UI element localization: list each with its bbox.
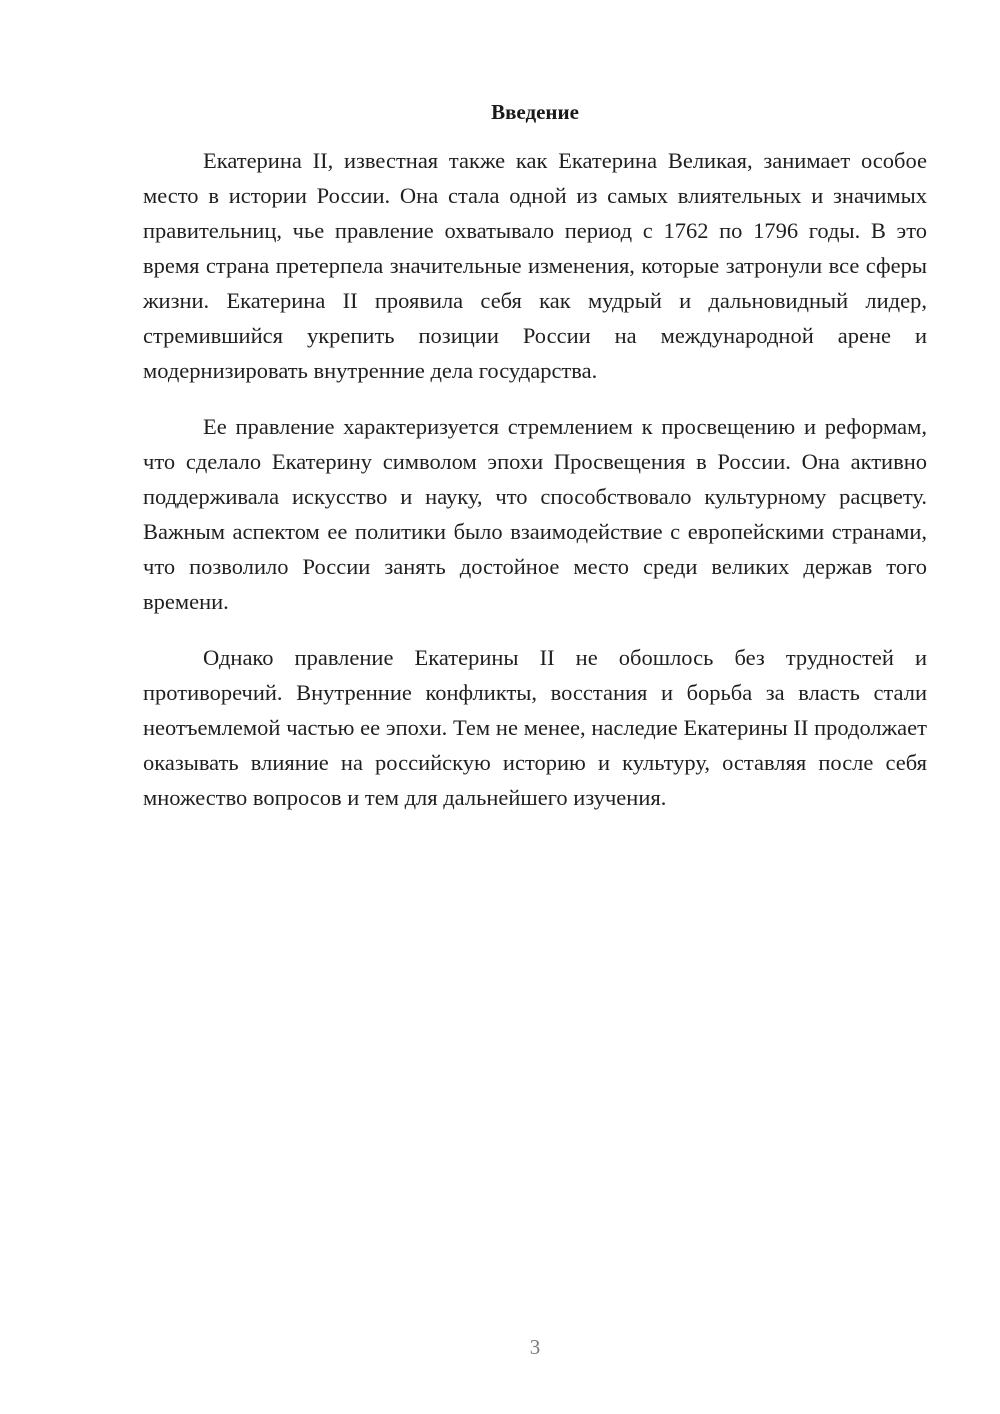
paragraph-2: Ее правление характеризуется стремлением к просвещению и реформам, что сделало Екатерину символом эпохи Просвещения в России. Она активно поддерживала искусство и науку, что способствовало культурному расцвету. Важным аспектом ее политики было взаимодействие с европейскими странами, что позволило России занять достойное место среди великих держав того времени. [143,414,927,614]
paragraph-3: Однако правление Екатерины II не обошлось без трудностей и противоречий. Внутренние конфликты, восстания и борьба за власть стали неотъемлемой частью ее эпохи. Тем не менее, наследие Екатерины II продолжает оказывать влияние на российскую историю и культуру, оставляя после себя множество вопросов и тем для дальнейшего изучения. [143,645,927,810]
page-number: 3 [529,1335,541,1359]
paragraph-1: Екатерина II, известная также как Екатерина Великая, занимает особое место в истории России. Она стала одной из самых влиятельных и значимых правительниц, чье правление охватывало период с 1762 по 1796 годы. В это время страна претерпела значительные изменения, которые затронули все сферы жизни. Екатерина II проявила себя как мудрый и дальновидный лидер, стремившийся укрепить позиции России на международной арене и модернизировать внутренние дела государства. [143,148,927,383]
section-heading: Введение [491,100,579,124]
body-text [143,143,927,836]
